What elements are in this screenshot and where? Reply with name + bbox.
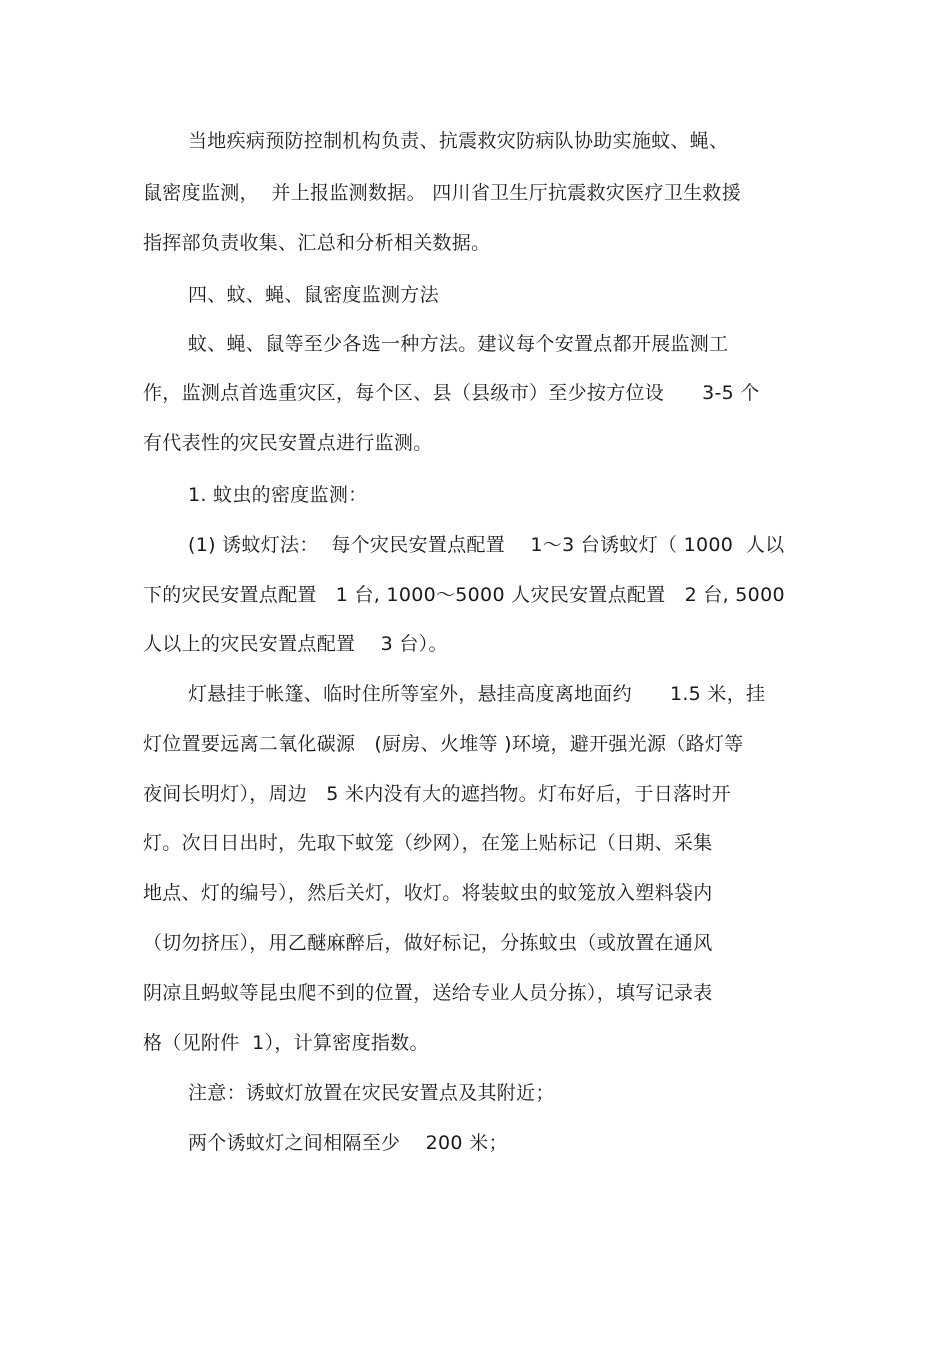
text-line-11: 人以上的灾民安置点配置 3 台）。: [143, 633, 448, 655]
text-line-21: 两个诱蚊灯之间相隔至少 200 米；: [188, 1132, 508, 1154]
text-line-19: 格（见附件 1），计算密度指数。: [143, 1032, 429, 1054]
text-line-18: 阴凉且蚂蚁等昆虫爬不到的位置，送给专业人员分拣），填写记录表: [143, 982, 713, 1004]
section-heading: 四、蚊、蝇、鼠密度监测方法: [188, 284, 439, 306]
text-line-20: 注意：诱蚊灯放置在灾民安置点及其附近；: [188, 1082, 555, 1104]
text-line-10: 下的灾民安置点配置 1 台, 1000～5000 人灾民安置点配置 2 台, 5000: [143, 584, 785, 606]
text-line-6: 作，监测点首选重灾区，每个区、县（县级市）至少按方位设 3-5 个: [143, 382, 760, 404]
text-line-16: 地点、灯的编号），然后关灯，收灯。将装蚊虫的蚊笼放入塑料袋内: [143, 882, 713, 904]
text-line-3: 指挥部负责收集、汇总和分析相关数据。: [143, 232, 491, 254]
text-line-12: 灯悬挂于帐篷、临时住所等室外，悬挂高度离地面约 1.5 米，挂: [188, 683, 766, 705]
text-line-17: （切勿挤压），用乙醚麻醉后，做好标记，分拣蚊虫（或放置在通风: [143, 932, 713, 954]
subsection-heading: 1. 蚊虫的密度监测：: [188, 484, 368, 506]
text-line-15: 灯。次日日出时，先取下蚊笼（纱网），在笼上贴标记（日期、采集: [143, 832, 713, 854]
text-line-5: 蚊、蝇、鼠等至少各选一种方法。建议每个安置点都开展监测工: [188, 333, 729, 355]
text-line-7: 有代表性的灾民安置点进行监测。: [143, 432, 433, 454]
text-line-9: (1) 诱蚊灯法： 每个灾民安置点配置 1～3 台诱蚊灯（ 1000 人以: [188, 534, 785, 556]
text-line-13: 灯位置要远离二氧化碳源 (厨房、火堆等 )环境，避开强光源（路灯等: [143, 733, 744, 755]
text-line-2: 鼠密度监测， 并上报监测数据。 四川省卫生厅抗震救灾医疗卫生救援: [143, 182, 742, 204]
text-line-1: 当地疾病预防控制机构负责、抗震救灾防病队协助实施蚊、蝇、: [188, 130, 729, 152]
text-line-14: 夜间长明灯），周边 5 米内没有大的遮挡物。灯布好后，于日落时开: [143, 783, 731, 805]
